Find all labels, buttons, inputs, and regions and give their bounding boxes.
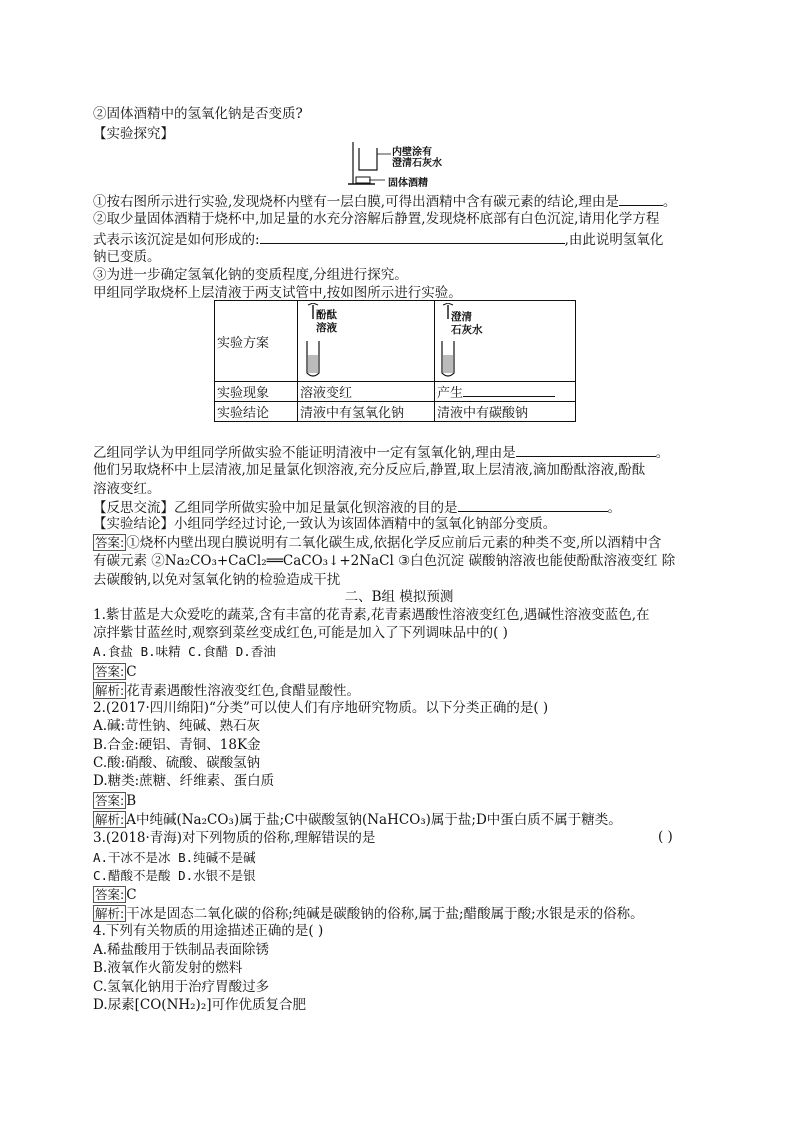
question-text: ,由此说明氢氧化 xyxy=(564,232,664,248)
test-tube-cell xyxy=(298,301,435,382)
explain-text: 干冰是固态二氧化碳的俗称;纯碱是碳酸钠的俗称,属于盐;醋酸属于酸;水银是汞的俗称。 xyxy=(126,906,644,922)
answer-blank[interactable] xyxy=(463,384,555,397)
question-1-options: A.食盐 B.味精 C.食醋 D.香油 xyxy=(93,644,276,659)
question-1-cont: 凉拌紫甘蓝丝时,观察到菜丝变成红色,可能是加入了下列调味品中的( ) xyxy=(93,625,508,641)
option-a: A.碱:苛性钠、纯碱、熟石灰 xyxy=(93,718,261,734)
option-c: C.酸:硝酸、硫酸、碳酸氢钠 xyxy=(93,755,261,771)
table-cell: 清液中有氢氧化钠 xyxy=(298,402,435,422)
explanation-line xyxy=(93,904,705,924)
option-b: B.液氧作火箭发射的燃料 xyxy=(93,960,243,976)
reagent-label: 酚酞 xyxy=(316,309,337,321)
text-line: ②取少量固体酒精于烧杯中,加足量的水充分溶解后静置,发现烧杯底部有白色沉淀,请用化学方程 xyxy=(93,211,660,227)
reagent-label: 石灰水 xyxy=(451,324,483,336)
text-line xyxy=(93,229,705,250)
answer-value: C xyxy=(126,887,137,903)
text-line: 【实验结论】小组同学经过讨论,一致认为该固体酒精中的氢氧化钠部分变质。 xyxy=(93,516,557,532)
answer-line: 有碳元素 ②Na₂CO₃+CaCl₂══CaCO₃↓+2NaCl ③白色沉淀 碳酸钠溶液也能使酚酞溶液变红 除 xyxy=(93,553,676,569)
reagent-label: 溶液 xyxy=(316,322,337,334)
answer-tag: 答案: xyxy=(95,793,125,808)
answer-tag: 答案: xyxy=(95,535,125,550)
answer-line: 去碳酸钠,以免对氢氧化钠的检验造成干扰 xyxy=(93,572,341,588)
explain-text: A中纯碱(Na₂CO₃)属于盐;C中碳酸氢钠(NaHCO₃)属于盐;D中蛋白质不属于糖类。 xyxy=(126,812,622,828)
question-text: 式表示该沉淀是如何形成的: xyxy=(93,232,260,248)
answer-blank[interactable] xyxy=(260,229,565,244)
figure-label: 澄清石灰水 xyxy=(392,158,442,169)
answer-line xyxy=(93,662,705,682)
answer-value: C xyxy=(126,664,137,680)
text-line: 他们另取烧杯中上层清液,加足量氯化钡溶液,充分反应后,静置,取上层清液,滴加酚酞溶液,酚酞 xyxy=(93,462,646,478)
table-cell xyxy=(435,382,576,402)
explain-tag: 解析: xyxy=(95,906,125,921)
table-cell: 实验结论 xyxy=(215,402,298,422)
options-cd: C.醋酸不是酸 D.水银不是银 xyxy=(93,868,256,883)
section-heading: 【实验探究】 xyxy=(93,126,174,142)
reagent-label: 澄清 xyxy=(451,311,472,323)
punctuation: 。 xyxy=(607,500,621,516)
answer-blank[interactable] xyxy=(619,191,663,206)
option-b: B.合金:硬铝、青铜、18K金 xyxy=(93,737,261,753)
question-text: 【反思交流】乙组同学所做实验中加足量氯化钡溶液的目的是 xyxy=(93,500,458,516)
test-tube-cell xyxy=(435,301,576,382)
table-cell: 实验现象 xyxy=(215,382,298,402)
text-line: ③为进一步确定氢氧化钠的变质程度,分组进行探究。 xyxy=(93,267,408,283)
punctuation: 。 xyxy=(655,445,670,461)
text-line: 溶液变红。 xyxy=(93,481,161,497)
question-1: 1.紫甘蓝是大众爱吃的蔬菜,含有丰富的花青素,花青素遇酸性溶液变红色,遇碱性溶液变蓝色,在 xyxy=(93,607,650,623)
explain-tag: 解析: xyxy=(95,683,125,698)
text-line: ①按右图所示进行实验,发现烧杯内壁有一层白膜,可得出酒精中含有碳元素的结论,理由是 。 xyxy=(93,191,705,212)
answer-line xyxy=(93,885,705,905)
figure-label: 固体酒精 xyxy=(388,178,428,189)
question-text: 乙组同学认为甲组同学所做实验不能证明清液中一定有氢氧化钠,理由是 xyxy=(93,445,516,461)
explain-text: 花青素遇酸性溶液变红色,食醋显酸性。 xyxy=(126,683,361,699)
option-d: D.尿素[CO(NH₂)₂]可作优质复合肥 xyxy=(93,997,307,1013)
answer-paren[interactable]: ( ) xyxy=(658,829,673,845)
explain-tag: 解析: xyxy=(95,812,125,827)
answer-tag: 答案: xyxy=(95,887,125,902)
table-cell: 溶液变红 xyxy=(298,382,435,402)
options-ab: A.干冰不是冰 B.纯碱不是碱 xyxy=(93,850,256,865)
text-line: 甲组同学取烧杯上层清液于两支试管中,按如图所示进行实验。 xyxy=(93,285,462,301)
answer-tag: 答案: xyxy=(95,664,125,679)
text-line xyxy=(93,442,705,463)
answer-line xyxy=(93,791,705,811)
cell-text: 产生 xyxy=(437,386,464,401)
question-3: 3.(2018·青海)对下列物质的俗称,理解错误的是 xyxy=(93,830,376,846)
answer-value: B xyxy=(126,793,137,809)
figure-label: 内壁涂有 xyxy=(392,147,432,158)
text-line: 钠已变质。 xyxy=(93,249,161,265)
table-cell: 清液中有碳酸钠 xyxy=(435,402,576,422)
answer-line xyxy=(93,533,705,553)
section-title: 二、B组 模拟预测 xyxy=(344,589,454,605)
experiment-table xyxy=(214,300,576,422)
question-text: ①按右图所示进行实验,发现烧杯内壁有一层白膜,可得出酒精中含有碳元素的结论,理由是 xyxy=(93,194,619,210)
explanation-line xyxy=(93,810,705,830)
explanation-line xyxy=(93,681,705,701)
table-cell: 实验方案 xyxy=(215,301,298,382)
answer-blank[interactable] xyxy=(516,442,656,457)
answer-text: ①烧杯内壁出现白膜说明有二氧化碳生成,依据化学反应前后元素的种类不变,所以酒精中含 xyxy=(126,535,662,551)
answer-blank[interactable] xyxy=(458,497,608,512)
option-a: A.稀盐酸用于铁制品表面除锈 xyxy=(93,942,270,958)
text-line: ②固体酒精中的氢氧化钠是否变质? xyxy=(93,106,303,122)
question-4: 4.下列有关物质的用途描述正确的是( ) xyxy=(93,923,324,939)
option-d: D.糖类:蔗糖、纤维素、蛋白质 xyxy=(93,773,275,789)
option-c: C.氢氧化钠用于治疗胃酸过多 xyxy=(93,979,270,995)
question-2: 2.(2017·四川绵阳)“分类”可以使人们有序地研究物质。以下分类正确的是( ) xyxy=(93,700,549,716)
